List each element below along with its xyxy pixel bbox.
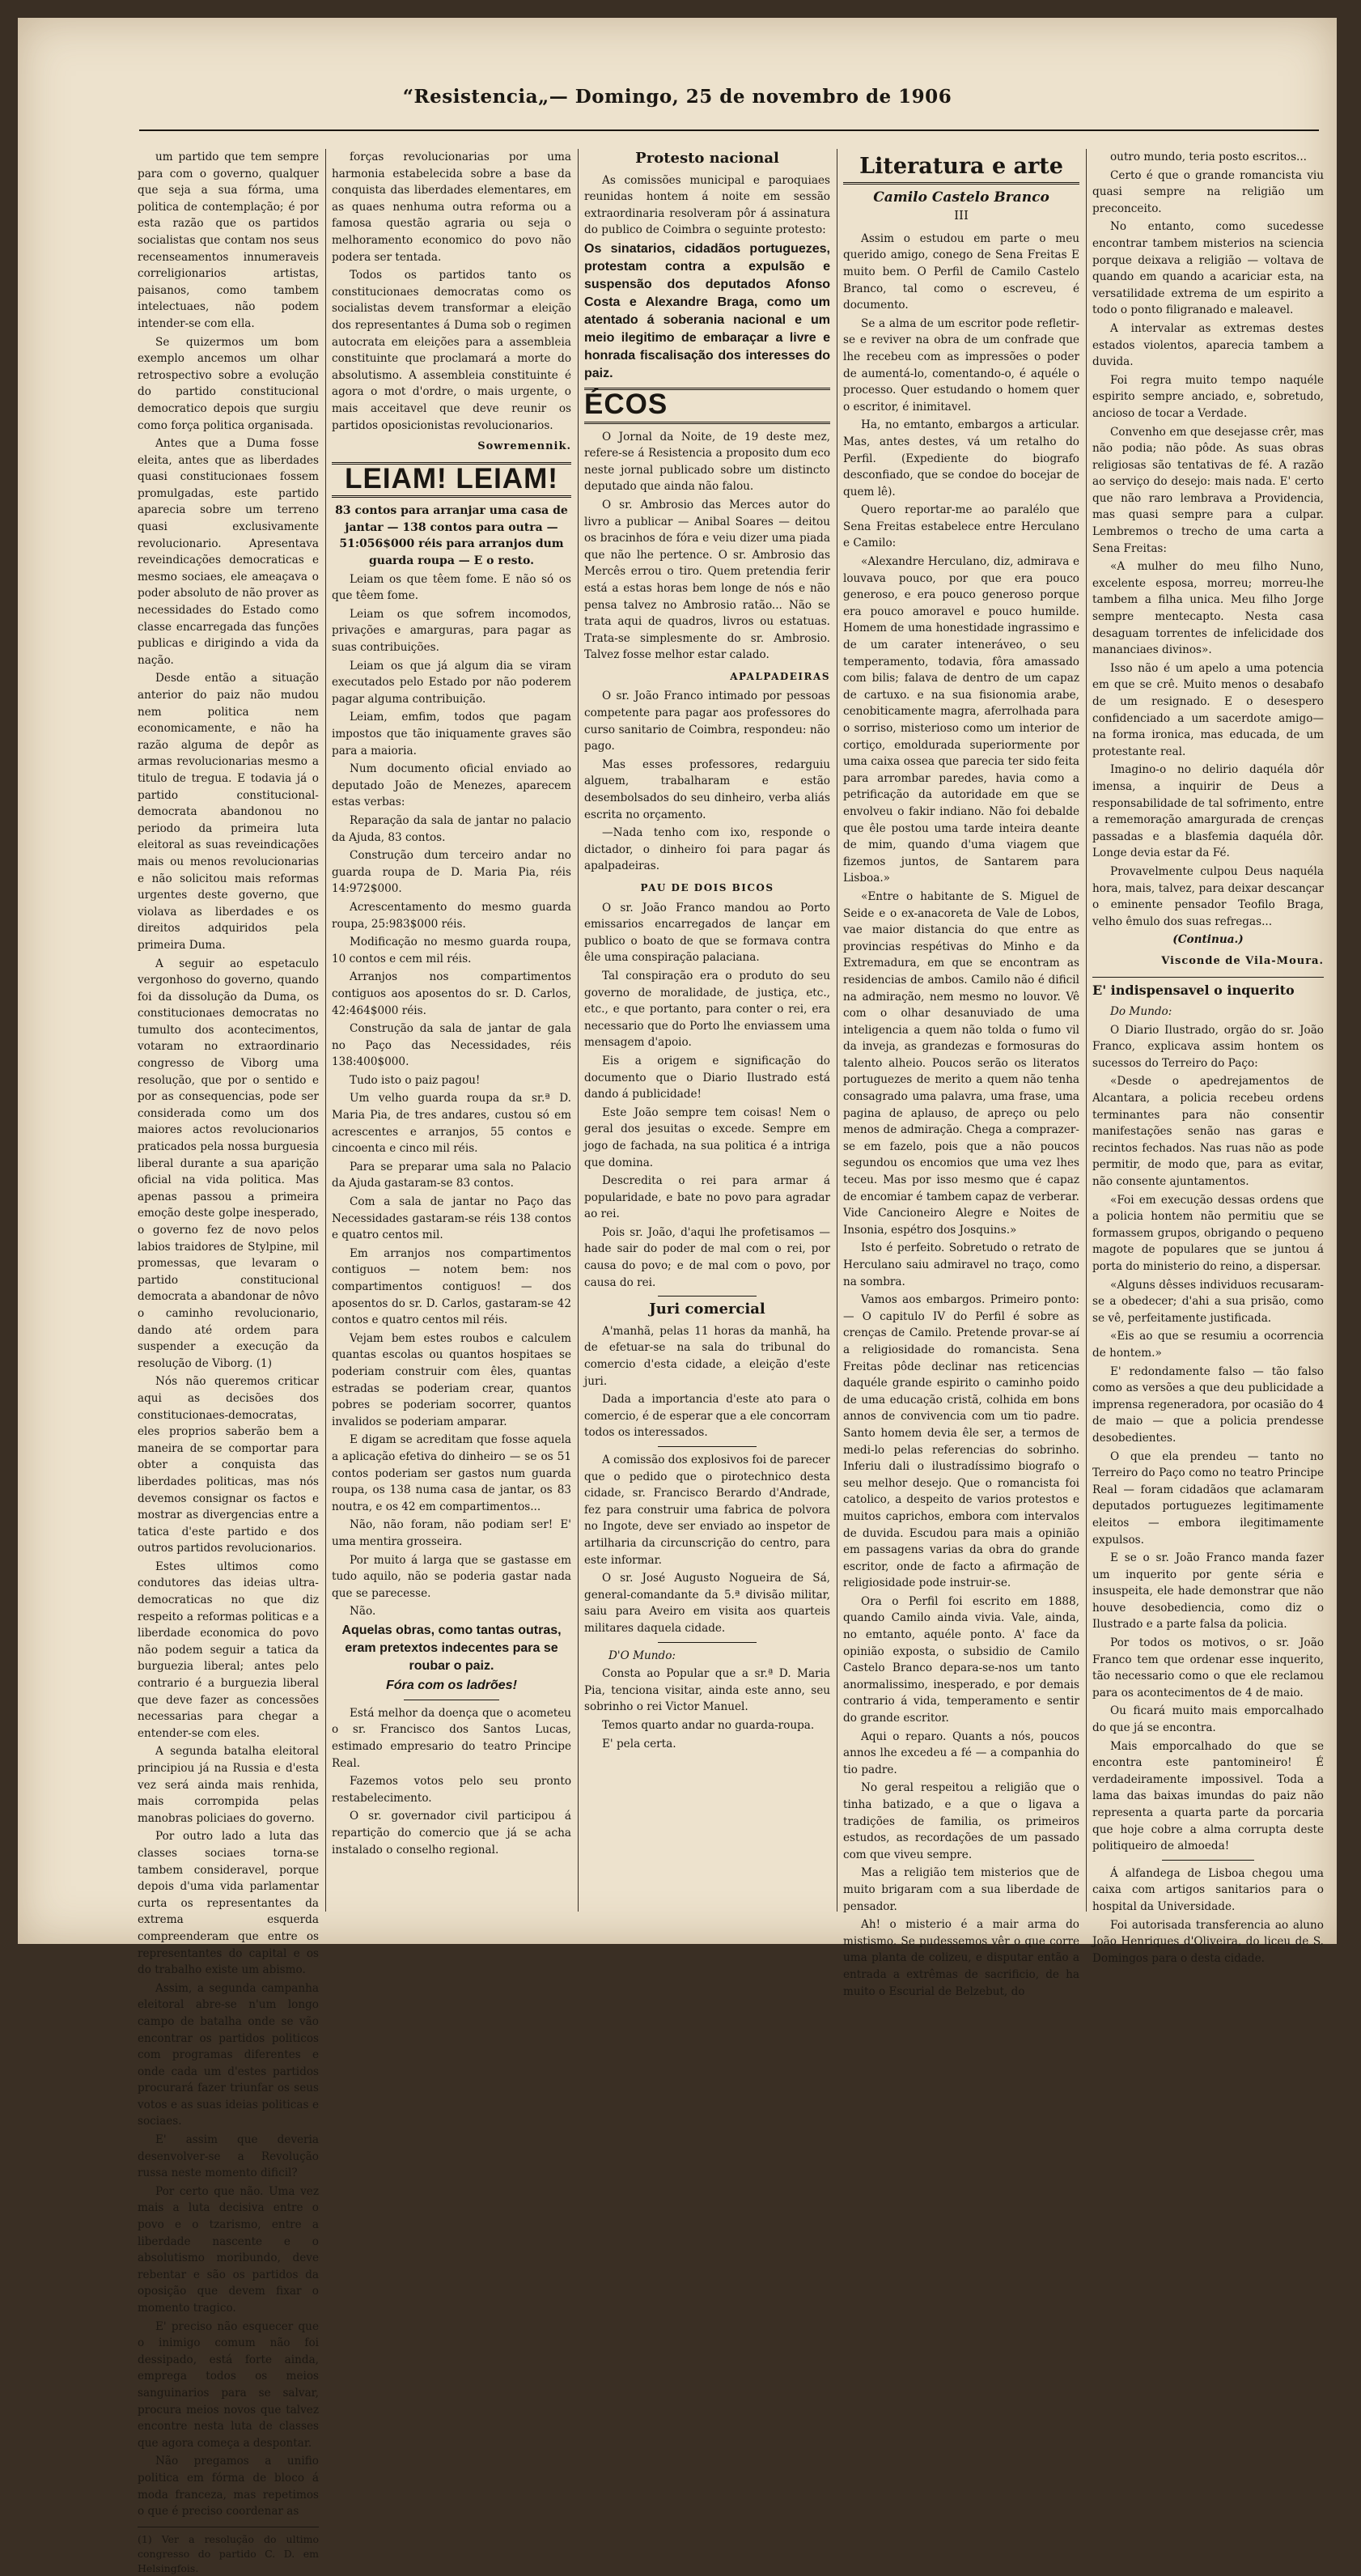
divider (658, 1446, 757, 1447)
column-5 (1092, 149, 1324, 1965)
news-briefs (332, 1705, 571, 1858)
paragraph: Descredita o rei para armar á popularidade, e bate no povo para agradar ao rei. (584, 1174, 830, 1221)
paragraph: Temos quarto andar no guarda-roupa. (602, 1718, 815, 1732)
paragraph: «Alexandre Herculano, diz, admirava e louvava pouco, por que era pouco generoso, e era pouco generoso porque era pouco amoravel e pouco humilde. Homem de uma honestidade ingrassimo e de um carater inteneráveo, o seu temperamento, todavia, fôra amassado com bilis; falava de dentro de um capaz de cartuxo. e na sua fisionomia arabe, cenobiticamente magra, aferrolhada para o sorriso, misterioso como um interior de cortiço, emoldurada superiormente por uma caixa ossea que parecia ter sido feita para arrombar paredes, havia como a petrificação da autoridade em que se envolveu o fakir indiano. Não foi debalde que êle postou uma tarde inteira deante de mim, quando d'uma viagem que fizemos juntos, de Santarem para Lisboa.» (843, 555, 1079, 885)
paragraph: Ou ficará muito mais emporcalhado do que já se encontra. (1092, 1704, 1324, 1735)
article-mundo (584, 1666, 830, 1752)
leiam-shout: Fóra com os ladrões! (386, 1678, 517, 1692)
paragraph: E' redondamente falso — tão falso como as versões a que deu publicidade a imprensa regeneradora, por ocasião do 4 de maio — que a policia prendesse desobedientes. (1092, 1364, 1324, 1445)
paragraph: Reparação da sala de jantar no palacio da Ajuda, 83 contos. (332, 813, 571, 844)
paragraph: Mas a religião tem misterios que de muito brigaram com a sua liberdade de pensador. (843, 1866, 1079, 1913)
paragraph: Certo é que o grande romancista viu quasi sempre na religião um preconceito. (1092, 168, 1324, 215)
paragraph: Foi autorisada transferencia ao aluno João Henriques d'Oliveira, do liceu de S. Domingos para o desta cidade. (1092, 1918, 1324, 1965)
paragraph: O sr. João Franco mandou ao Porto emissarios encarregados de lançar em publico o boato de que se formava contra êle uma conspiração palaciana. (584, 901, 830, 965)
article-apalpadeiras (584, 688, 830, 875)
news-briefs (584, 1452, 830, 1637)
paragraph: «Foi em execução dessas ordens que a policia hontem não permitiu que se formassem grupos, obrigando o pequeno magote de populares que se juntou á porta do ministerio do reino, a dispersar. (1092, 1193, 1324, 1273)
article-pau-de-dois-bicos (584, 900, 830, 1292)
divider (658, 1642, 757, 1643)
paragraph: Quero reportar-me ao paralélo que Sena Freitas estabelece entre Herculano e Camilo: (843, 503, 1079, 550)
pau-title: PAU DE DOIS BICOS (640, 882, 774, 893)
paragraph: Convenho em que desejasse crêr, mas não podia; não pôde. As suas obras religiosas são tentativas de fé. A razão ao serviço do desejo: mais nada. E' certo que não raro lembrava a Providencia, mas quasi sempre para a culpar. Lembremos o trecho de uma carta a Sena Freitas: (1092, 425, 1324, 555)
article-ecos (584, 429, 830, 664)
mundo-label: D'O Mundo: (608, 1649, 676, 1662)
paragraph: O Diario Ilustrado, orgão do sr. João Franco, explicava assim hontem os sucessos do Terreiro do Paço: (1092, 1023, 1324, 1070)
paragraph: «A mulher do meu filho Nuno, excelente esposa, morreu; morreu-lhe tambem a filha unica. Meu filho Jorge sempre mentecapto. Nesta casa desaguam torrentes de infelicidade dos mananciaes divinos». (1092, 560, 1324, 657)
newspaper-page (18, 18, 1337, 2574)
paragraph: No geral respeitou a religião que o tinha batizado, e a que o ligava a tradições de familia, os primeiros estudos, as recordações de um passado com que viveu sempre. (843, 1781, 1079, 1861)
paragraph: —Nada tenho com ixo, responde o dictador, o dinheiro foi para pagar ás apalpadeiras. (584, 826, 830, 873)
paragraph: Está melhor da doença que o acometeu o sr. Francisco dos Santos Lucas, estimado empresario do teatro Principe Real. (332, 1706, 571, 1770)
paragraph: Modificação no mesmo guarda roupa, 10 contos e cem mil réis. (332, 936, 571, 965)
protesto-intro: As comissões municipal e paroquiaes reunidas hontem á noite em sessão extraordinaria resolveram pôr á assinatura do publico de Coimbra o seguinte protesto: (584, 173, 830, 237)
paragraph: O Jornal da Noite, de 19 deste mez, refere-se á Resistencia a proposito dum eco neste jornal publicado sobre um distincto deputado que ainda não falou. (584, 430, 830, 494)
paragraph: Acrescentamento do mesmo guarda roupa, 25:983$000 réis. (332, 900, 571, 931)
lit-header (843, 154, 1079, 185)
paragraph: O sr. governador civil participou á repartição do comercio que já se acha instalado o conselho regional. (332, 1810, 571, 1857)
paragraph: Vejam bem estes roubos e calculem quantas escolas ou quantos hospitaes se poderiam construir com êles, quantas estradas se poderiam crear, quantos pobres se poderiam socorrer, quantos invalidos se poderiam amparar. (332, 1331, 571, 1428)
ecos-header (584, 388, 830, 424)
paragraph: E digam se acreditam que fosse aquela a aplicação efetiva do dinheiro — se os 51 contos poderiam ser gastos num guarda roupa, os 138 numa casa de jantar, os 83 noutra, e os 42 em compartimentos... (332, 1433, 571, 1513)
paragraph: «Entre o habitante de S. Miguel de Seide e o ex-anacoreta de Vale de Lobos, vae maior distancia do que entre as provincias respétivas do Minho e da Extremadura, em que se encontram as residencias de ambos. Camilo não é dificil na admiração, nem mesmo no louvor. Vê com o olhar desanuviado de uma inteligencia a quem não tolda o fumo vil da inveja, as grandezas e formosuras do talento alheio. Poucos serão os literatos portuguezes de merito a quem não tenha consagrado uma palavra, uma frase, uma pagina de aplauso, de apreço ou pelo menos de admiração. Chega a comprazer-se em fazelo, pois que a não poucos segundou os encomios que uma vez lhes teceu. Mas por isso mesmo que é capaz de encomiar é tambem capaz de verberar. Vide Cancioneiro Alegre e Noites de Insonia, espétro dos Josquins.» (843, 889, 1079, 1237)
paragraph: O sr. José Augusto Nogueira de Sá, general-comandante da 5.ª divisão militar, saiu para Aveiro em visita aos quarteis militares daquela cidade. (584, 1572, 830, 1635)
paragraph: A seguir ao espetaculo vergonhoso do governo, quando foi da dissolução da Duma, os constitucionaes democratas no tumulto dos acontecimentos, votaram no extraordinario congresso de Viborg uma resolução, que por o sentido e por as consequencias, pode ser considerada como um dos maiores actos revolucionarios praticados pela nossa burguesia liberal durante a sua aparição oficial na vida politica. Mas apenas passou a primeira emoção deste golpe inesperado, o governo fez de novo pelos labios traidores de Stylpine, mil promessas, que levaram o partido constitucional democrata a abandonar de nôvo o caminho revolucionario, dando até ordem para suspender a execução da resolução de Viborg. (1) (138, 957, 319, 1370)
paragraph: Estes ultimos como condutores das ideias ultra-democraticas no que diz respeito a reformas politicas e a liberdade economica do povo não podem seguir a tatica da burguezia liberal; antes pelo contrario é a burguezia liberal que deve fazer as concessões necessarias para chegar a entender-se com eles. (138, 1560, 319, 1740)
paragraph: Isso não é um apelo a uma potencia em que se crê. Muito menos o desabafo de um resignado. E o desespero confidenciado a um sacerdote amigo— na forma ironica, mas educada, de um protestante real. (1092, 661, 1324, 758)
paragraph: Ha, no emtanto, embargos a articular. Mas, antes destes, vá um retalho do Perfil. (Expediente do biografo desconfiado, que se condoe do bocejar de quem lê). (843, 418, 1079, 499)
paragraph: Isto é perfeito. Sobretudo o retrato de Herculano saiu admiravel no traço, como na sombra. (843, 1241, 1079, 1288)
ecos-title: ÉCOS (584, 388, 668, 420)
column-4 (843, 149, 1079, 1998)
paragraph: Ora o Perfil foi escrito em 1888, quando Camilo ainda vivia. Vale, ainda, no emtanto, aquéle ponto. A' face da opinião exposta, o subsidio de Camilo Castelo Branco depara-se-nos um tanto anormalissimo, inesperado, e por demais contrario á vida, temperamento e sentir do grande escritor. (843, 1594, 1079, 1725)
paragraph: Vamos aos embargos. Primeiro ponto: — O capitulo IV do Perfil é sobre as crenças de Camilo. Pretende provar-se aí a religiosidade do romancista. Sena Freitas pôde declinar nas reticencias daquéle grande espirito o caminho poido de uma educação cristã, colhida em bons annos de convivencia com um tio padre. Santo homem devia êle ser, a termos de medi-lo pelas referencias do sobrinho. Inferiu dali o ilustradíssimo biografo o seu melhor desejo. Que o romancista foi catolico, a despeito de varios protestos e muitos caprichos, embora com intervalos de duvida. Escudou para mais a opinião em passagens varias da obra do grande escritor, onde de facto a afirmação de religiosidade pode instruir-se. (843, 1293, 1079, 1590)
paragraph: Com a sala de jantar no Paço das Necessidades gastaram-se réis 138 contos e quatro centos mil. (332, 1195, 571, 1242)
paragraph: A segunda batalha eleitoral principiou já na Russia e d'esta vez será ainda mais renhida, mais corrompida pelas manobras policiaes do governo. (138, 1745, 319, 1825)
paragraph: Se a alma de um escritor pode refletir-se e reviver na obra de um confrade que lhe recebeu com as impressões o poder de aumentá-lo, comentando-o, é aquéle o processo. Quer estudando o homem quer o escritor, é inimitavel. (843, 316, 1079, 414)
leiam-bold-statement: Aquelas obras, como tantas outras, eram pretextos indecentes para se roubar o paiz. (341, 1623, 562, 1673)
paragraph: Num documento oficial enviado ao deputado João de Menezes, aparecem estas verbas: (332, 762, 571, 809)
paragraph: Não, não foram, não podiam ser! E' uma mentira grosseira. (332, 1518, 571, 1548)
protesto-title: Protesto nacional (635, 150, 779, 167)
column-1 (138, 149, 319, 2574)
paragraph: Em arranjos nos compartimentos contiguos — notem bem: nos compartimentos contiguos! — dos aposentos do sr. D. Carlos, gastaram-se 42 contos e quatro centos mil réis. (332, 1246, 571, 1327)
paragraph: Consta ao Popular que a sr.ª D. Maria Pia, tenciona visitar, ainda este anno, seu sobrinho o rei Victor Manuel. (584, 1667, 830, 1714)
paragraph: Foi regra muito tempo naquéle espirito sempre anciado, e, sobretudo, ancioso de tocar a Verdade. (1092, 373, 1324, 420)
paragraph: outro mundo, teria posto escritos... (1110, 151, 1308, 163)
leiam-title: LEIAM! LEIAM! (345, 462, 558, 494)
article-continuation (332, 149, 571, 434)
paragraph: Nós não queremos criticar aqui as decisões dos constitucionaes-democratas, eles proprios saberão bem a maneira de se comportar para obter a conquista das liberdades politicas, mas nós devemos consignar os factos e mostrar as divergencias entre a tatica d'este partido e dos outros partidos revolucionarios. (138, 1375, 319, 1555)
masthead: “Resistencia„— Domingo, 25 de novembro de 1906 (402, 86, 952, 108)
article-signature: Sowremennik. (477, 440, 571, 453)
paragraph: E' preciso não esquecer que o inimigo comum não foi dessipado, está forte ainda, emprega todos os meios sanguinarios para se salvar, procura meios novos que talvez encontre nesta luta de classes que agora começa a despontar. (138, 2319, 319, 2450)
paragraph: Imagino-o no delirio daquéla dôr imensa, a inquirir de Deus a responsabilidade de tal sofrimento, entre a rememoração amargurada de crenças passadas e a blasfemia daquéla dôr. Longe devia estar da Fé. (1092, 763, 1324, 860)
paragraph: Pois sr. João, d'aqui lhe profetisamos — hade sair do poder de mal com o rei, por causa do povo; e de mal com o povo, por causa do rei. (584, 1225, 830, 1289)
paragraph: Para se preparar uma sala no Palacio da Ajuda gastaram-se 83 contos. (332, 1160, 571, 1190)
divider (1092, 977, 1324, 978)
masthead-rule (139, 129, 1319, 131)
paragraph: Desde então a situação anterior do paiz não mudou nem politica nem economicamente, e não ha razão alguma de depôr as armas revolucionarias mesmo a titulo de tregua. E todavia já o partido constitucional-democrata abandonou no periodo da primeira luta eleitoral as suas reveindicações mais ou menos revolucionarias e não solicitou mais reformas urgentes deste governo, que violava as liberdades e os direitos adquiridos pela primeira Duma. (138, 672, 319, 952)
paragraph: Eis a origem e significação do documento que o Diario Ilustrado está dando á publicidade! (584, 1054, 830, 1101)
paragraph: Assim o estudou em parte o meu querido amigo, conego de Sena Freitas E muito bem. O Perfil de Camilo Castelo Branco, tal como o escreveu, é documento. (843, 231, 1079, 312)
paragraph: O que ela prendeu — tanto no Terreiro do Paço como no teatro Principe Real — foram cidadãos que aclamaram deputados portuguezes legitimamente eleitos — embora ilegitimamente expulsos. (1092, 1449, 1324, 1547)
article-signature: Visconde de Vila-Moura. (1161, 954, 1324, 967)
paragraph: Tal conspiração era o produto do seu governo de moralidade, de justiça, etc., etc., e que portanto, para conter o rei, era necessario que do Porto lhe enviassem uma mensagem d'apoio. (584, 969, 830, 1050)
paragraph: Leiam os que sofrem incomodos, privações e amarguras, para pagar as suas contribuições. (332, 607, 571, 655)
juri-title: Juri comercial (649, 1301, 765, 1318)
article-camilo (843, 231, 1079, 2000)
lit-title: Literatura e arte (859, 154, 1063, 179)
paragraph: Á alfandega de Lisboa chegou uma caixa com artigos sanitarios para o hospital da Universidade. (1092, 1866, 1324, 1913)
paragraph: Ah! o misterio é a mair arma do mistismo. Se pudessemos vêr o que corre uma planta de colizeu, e disputar então a entrada a extrêmas de sacrificio, de ha muito o Escurial de Belzebut, do (843, 1918, 1079, 1998)
paragraph: um partido que tem sempre para com o governo, qualquer que seja a sua fórma, uma politica de contemplação; é por esta razão que os partidos socialistas que contam nos seus recenseamentos innumeraveis correligionarios artistas, paisanos, como tambem intelectuaes, não podem intender-se com ella. (138, 151, 319, 330)
paragraph: «Eis ao que se resumiu a ocorrencia de hontem.» (1092, 1330, 1324, 1360)
paragraph: A'manhã, pelas 11 horas da manhã, ha de efetuar-se na sala do tribunal do comercio d'esta cidade, a eleição d'este juri. (584, 1324, 830, 1388)
article-inquerito (1092, 1022, 1324, 1855)
paragraph: Um velho guarda roupa da sr.ª D. Maria Pia, de tres andares, custou só em acrescentes e arranjos, 55 contos e cincoenta e cinco mil réis. (332, 1092, 571, 1156)
paragraph: Leiam, emfim, todos que pagam impostos que tão iniquamente graves são para a maioria. (332, 711, 571, 758)
leiam-header (332, 462, 571, 499)
paragraph: Antes que a Duma fosse eleita, antes que as liberdades quasi constitucionaes fossem promulgadas, este partido aparecia sobre um terreno quasi exclusivamente revolucionario. Apresentava reveindicações democraticas e mesmo sociaes, ele ameaçava o poder absoluto de não prover as necessidades do Estado como classe encarregada das funções publicas e dirigindo a vida da nação. (138, 437, 319, 667)
footnote: (1) Ver a resolução do ultimo congresso do partido C. D. em Helsingfois. (138, 2527, 319, 2576)
divider (1162, 1860, 1254, 1861)
paragraph: Fazemos votos pelo seu pronto restabelecimento. (332, 1775, 571, 1805)
paragraph: Aqui o reparo. Quants a nós, poucos annos lhe excedeu a fé — a companhia do tio padre. (843, 1729, 1079, 1776)
article-leiam (332, 571, 571, 1620)
paragraph: A intervalar as extremas destes estados violentos, aparecia tambem a duvida. (1092, 321, 1324, 369)
paragraph: Todos os partidos tanto os constitucionaes democratas como os socialistas devem transformar a eleição dos representantes á Duma sob o regimen autocrata em eleições para a assembleia constituinte que proclamará a morte do absolutismo. A assembleia constituinte é agora o mot d'ordre, o mais urgente, o mais acceitavel que deve reunir os partidos oposicionistas revolucionarios. (332, 269, 571, 432)
leiam-subtitle: 83 contos para arranjar uma casa de jantar — 138 contos para outra — 51:056$000 réis para arranjos dum guarda roupa — E o resto. (335, 504, 568, 568)
article-revolution-russa (138, 149, 319, 2520)
paragraph: Por certo que não. Uma vez mais a luta decisiva entre o povo e o tzarismo, entre a liberdade nascente e o absolutismo moribundo, deve rebentar e são os partidos da oposição que devem fixar o momento tragico. (138, 2184, 319, 2315)
paragraph: Construção da sala de jantar de gala no Paço das Necessidades, réis 138:400$000. (332, 1022, 571, 1069)
protesto-statement: Os sinatarios, cidadãos portuguezes, protestam contra a expulsão e suspensão dos deputados Afonso Costa e Alexandre Braga, como um atentado á soberania nacional e um meio ilegitimo de embaraçar a livre e honrada fiscalisação dos interesses do paiz. (584, 241, 830, 380)
paragraph: «Desde o apedrejamentos de Alcantara, a policia recebeu ordens terminantes para não consentir manifestações senão nas garas e recintos fechados. Nas ruas não as pode permitir, de modo que, para as evitar, não consente ajuntamentos. (1092, 1075, 1324, 1189)
inquerito-label: Do Mundo: (1110, 1005, 1172, 1019)
column-divider (325, 149, 326, 1912)
chapter-number: III (954, 208, 969, 223)
paragraph: A comissão dos explosivos foi de parecer que o pedido que o pirotechnico desta cidade, sr. Francisco Berardo d'Andrade, fez para construir uma fabrica de polvora no Ingote, deve ser enviado ao inspetor de artilharia da circunscrição do centro, para este informar. (584, 1454, 830, 1567)
column-divider (1086, 149, 1087, 1912)
paragraph: Este João sempre tem coisas! Nem o geral dos jesuitas o excede. Sempre em jogo de fachada, na sua politica é a intriga que domina. (584, 1106, 830, 1169)
inquerito-title: E' indispensavel o inquerito (1092, 982, 1295, 998)
article-juri (584, 1323, 830, 1441)
apalpadeiras-title: APALPADEIRAS (730, 670, 830, 682)
paragraph: Por muito á larga que se gastasse em tudo aquilo, não se poderia gastar nada que se parecesse. (332, 1553, 571, 1600)
paragraph: O sr. Ambrosio das Merces autor do livro a publicar — Anibal Soares — deitou os bracinhos de fóra e veiu dizer uma piada que não lhe pertence. O sr. Ambrosio das Mercês errou o tiro. Quem pretendia ferir está a estas horas bem longe de nós e não pensa talvez no Ambrosio ratão... Não se trata aqui de quadros, livros ou estatuas. Trata-se simplesmente do sr. Ambrosio. Talvez fosse melhor estar calado. (584, 498, 830, 662)
paragraph: Provavelmente culpou Deus naquéla hora, mais, talvez, para deixar descançar o eminente pensador Teofilo Braga, velho êmulo dos suas refregas... (1092, 864, 1324, 928)
paragraph: Tudo isto o paiz pagou! (350, 1073, 481, 1087)
paragraph: «Alguns dêsses individuos recusaram-se a obedecer; d'ahi a sua prisão, como se vê, perfeitamente justificada. (1092, 1278, 1324, 1325)
paragraph: E' assim que deveria desenvolver-se a Revolução russa neste momento dificil? (138, 2133, 319, 2180)
paragraph: Por todos os motivos, o sr. João Franco tem que ordenar esse inquerito, tão necessario como o que ele reclamou para os acontecimentos de 4 de maio. (1092, 1636, 1324, 1700)
column-2 (332, 149, 571, 1928)
article-camilo-continued (1092, 149, 1324, 930)
paragraph: Não. (350, 1605, 376, 1619)
paragraph: Arranjos nos compartimentos contiguos aos aposentos do sr. D. Carlos, 42:464$000 réis. (332, 970, 571, 1017)
news-briefs (1092, 1865, 1324, 1967)
column-3 (584, 149, 830, 1928)
paragraph: Dada a importancia d'este ato para o comercio, é de esperar que a ele concorram todos os interessados. (584, 1393, 830, 1440)
paragraph: Mas esses professores, redarguiu alguem, trabalharam e estão desembolsados do seu dinheiro, verba aliás escrita no orçamento. (584, 758, 830, 821)
paragraph: E se o sr. João Franco manda fazer um inquerito por gente séria e insuspeita, ele hade demonstrar que não houve desobediencia, como diz o Ilustrado e a parte falsa da policia. (1092, 1551, 1324, 1632)
continua-label: (Continua.) (1172, 933, 1244, 947)
column-divider (578, 149, 579, 1912)
paragraph: Construção dum terceiro andar no guarda roupa de D. Maria Pia, réis 14:972$000. (332, 849, 571, 896)
lit-subtitle: Camilo Castelo Branco (873, 189, 1049, 206)
paragraph: E' pela certa. (602, 1737, 676, 1751)
paragraph: Se quizermos um bom exemplo ancemos um olhar retrospectivo sobre a evolução do partido constitucional democratico depois que surgiu como força politica organisada. (138, 335, 319, 432)
paragraph: Mais emporcalhado do que se encontra este pantomineiro! É verdadeiramente impossivel. Toda a lama das baixas imundas do paiz não representa a quarta parte da porcaria que hoje cobre a alma corrupta deste politiqueiro de almoeda! (1092, 1739, 1324, 1853)
paragraph: Por outro lado a luta das classes sociaes torna-se tambem consideravel, porque depois d'uma vida parlamentar curta os representantes da extrema esquerda compreenderam que entre os representantes do capital e os do trabalho existe um abismo. (138, 1830, 319, 1977)
paragraph: O sr. João Franco intimado por pessoas competente para pagar aos professores do curso sanitario de Coimbra, respondeu: não pago. (584, 690, 830, 753)
paragraph: Leiam os que já algum dia se viram executados pelo Estado por não poderem pagar alguma contribuição. (332, 659, 571, 706)
paragraph: Não pregamos a unifio politica em fórma de bloco á moda franceza, mas repetimos o que é preciso coordenar as (138, 2455, 319, 2519)
paragraph: No entanto, como sucedesse encontrar tambem misterios na sciencia porque deixava a religião — voltava de quando em quando a acariciar esta, na versatilidade extrema de um espirito a todo o ponto filigranado e maleavel. (1092, 220, 1324, 317)
paragraph: forças revolucionarias por uma harmonia estabelecida sobre a base da conquista das liberdades elementares, em as quaes nenhuma outra reforma ou a famosa questão agraria ou seja o melhoramento economico do povo não podera ser tentada. (332, 151, 571, 264)
paragraph: Leiam os que têem fome. E não só os que têem fome. (332, 572, 571, 603)
paragraph: Assim, a segunda campanha eleitoral abre-se n'um longo campo de batalha onde se vão encontrar os partidos politicos com programas diferentes e onde cada um d'estes partidos procurará fazer triunfar os seus votos e as suas ideias politicas e sociaes. (138, 1981, 319, 2128)
